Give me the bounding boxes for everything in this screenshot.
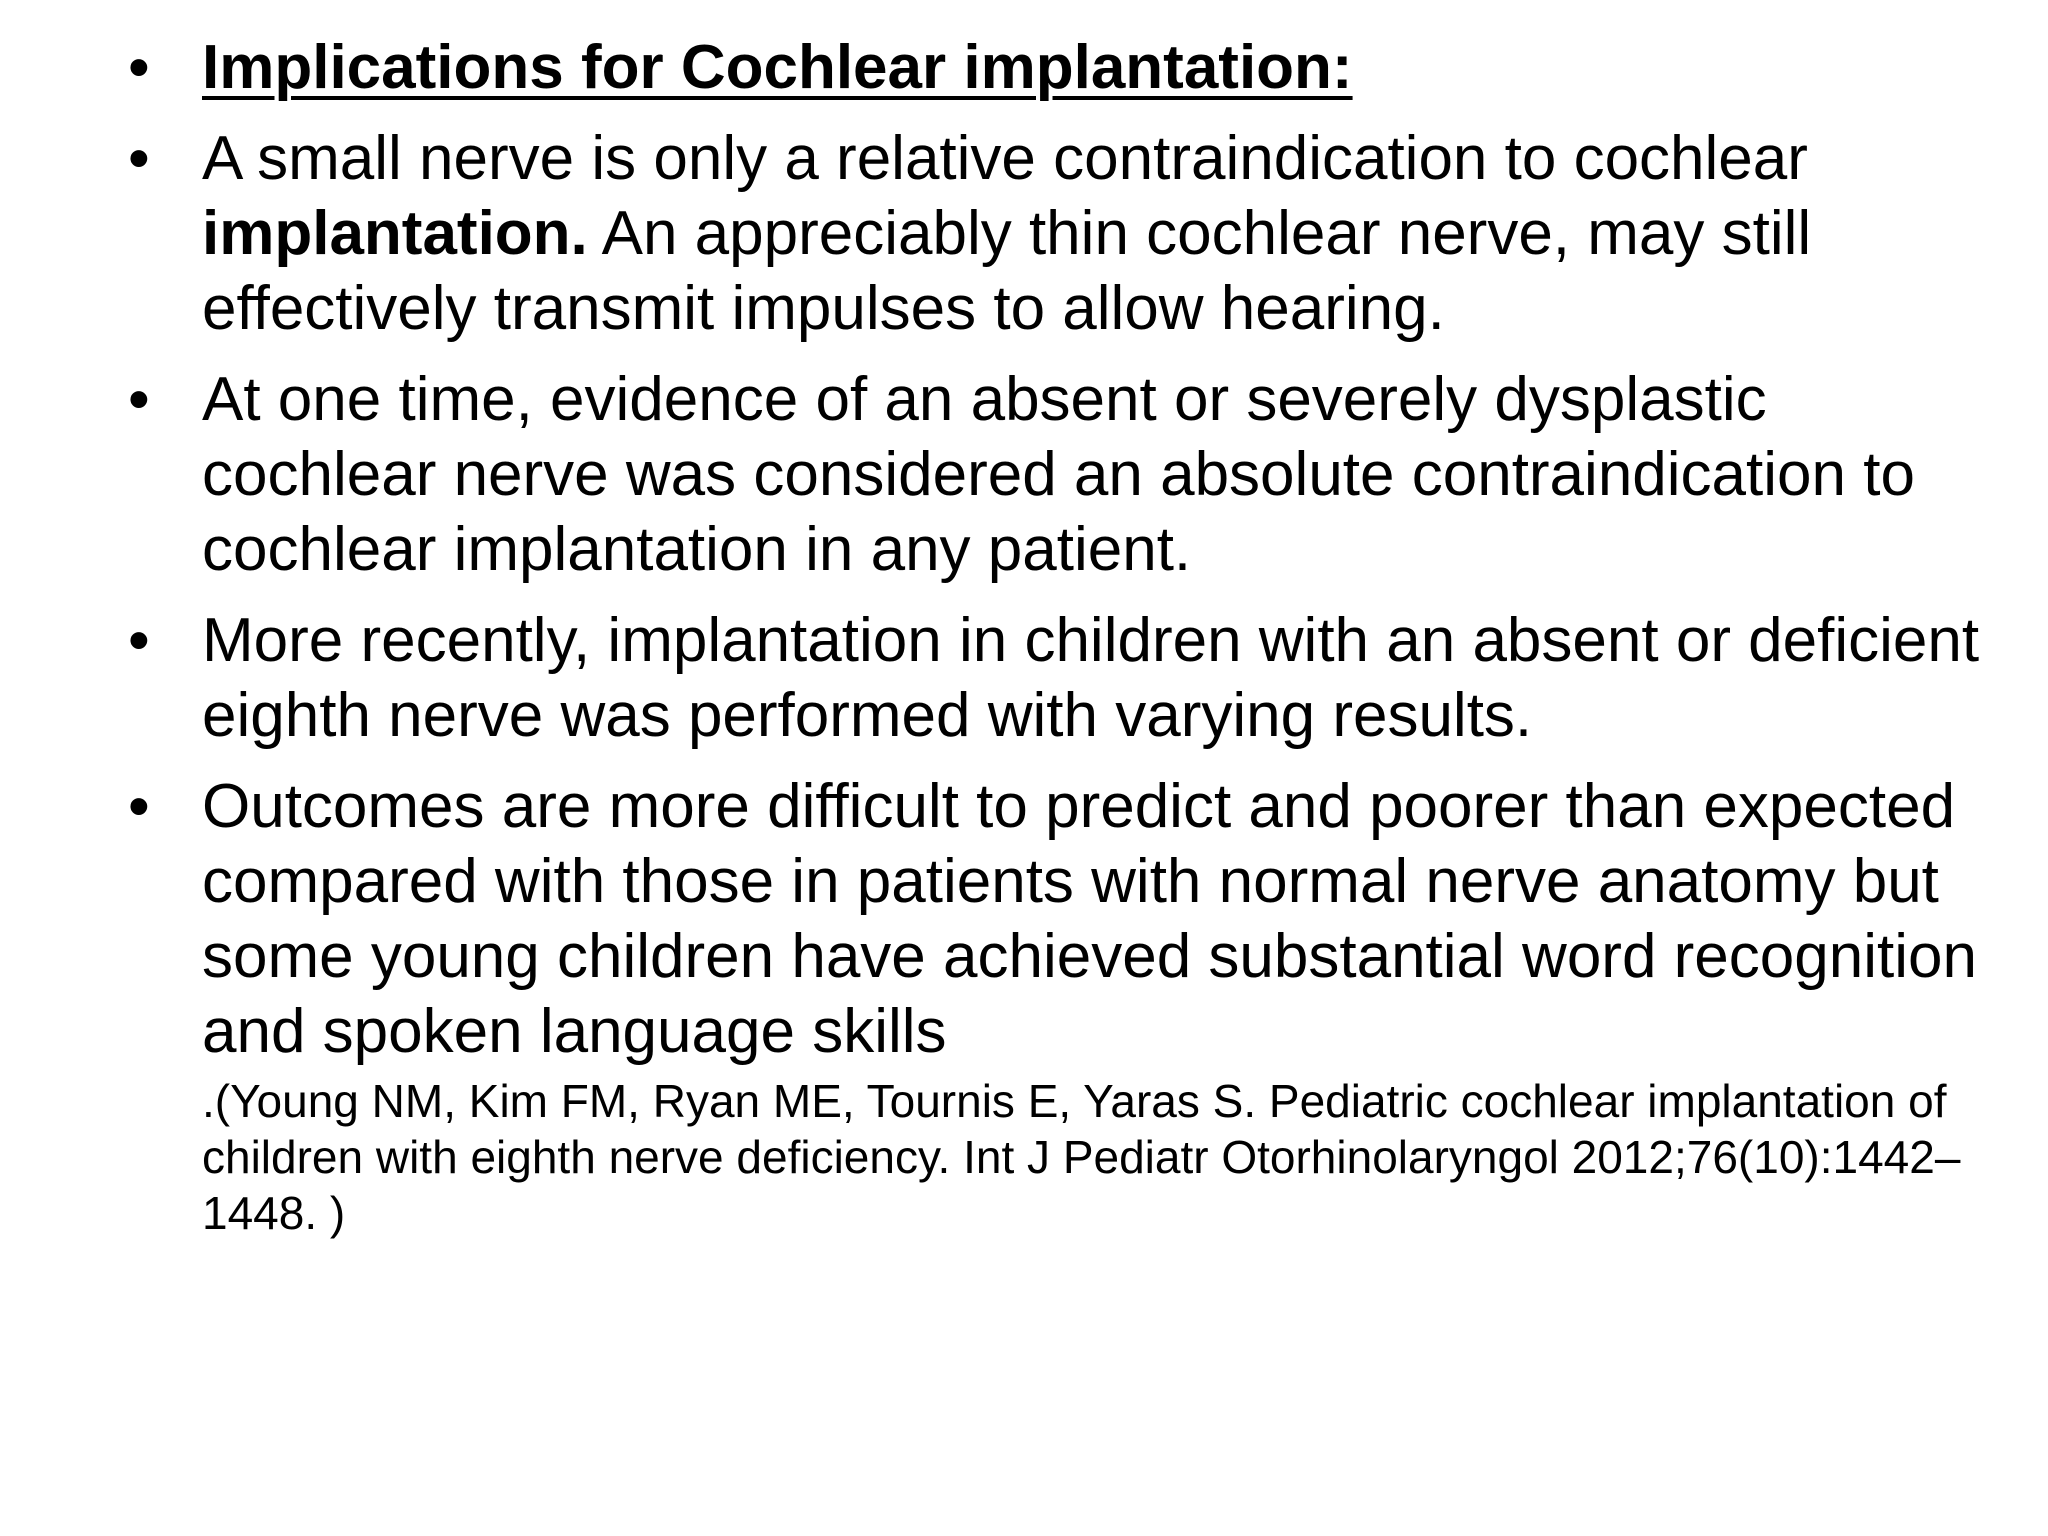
bullet-dot-icon: • bbox=[128, 365, 150, 434]
bullet-dot-icon: • bbox=[128, 606, 150, 675]
bullet-heading bbox=[118, 30, 2018, 105]
bullet-text: An appreciably thin cochlear nerve, may still effectively transmit impulses to allow hearing. bbox=[202, 199, 1812, 343]
bullet-item-absent-nerve bbox=[118, 362, 2018, 587]
bullet-dot-icon: • bbox=[128, 772, 150, 841]
bullet-bold-text: implantation. bbox=[202, 199, 588, 268]
bullet-list bbox=[118, 30, 2018, 1257]
bullet-text: A small nerve is only a relative contraindication to cochlear bbox=[202, 124, 1808, 193]
bullet-item-recent-implantation bbox=[118, 603, 2018, 753]
bullet-text: More recently, implantation in children with an absent or deficient eighth nerve was performed with varying results. bbox=[202, 606, 1980, 750]
bullet-item-small-nerve bbox=[118, 121, 2018, 346]
bullet-item-outcomes bbox=[118, 769, 2018, 1241]
bullet-text: At one time, evidence of an absent or severely dysplastic cochlear nerve was considered an absolute contraindication to cochlear implantation in any patient. bbox=[202, 365, 1915, 584]
citation: .(Young NM, Kim FM, Ryan ME, Tournis E, Yaras S. Pediatric cochlear implantation of children with eighth nerve deficiency. Int J Pediatr Otorhinolaryngol 2012;76(10):1442–1448. ) bbox=[202, 1075, 1961, 1239]
bullet-text: Outcomes are more difficult to predict and poorer than expected compared with those in patients with normal nerve anatomy but some young children have achieved substantial word recognition and spoken language skills bbox=[202, 772, 1977, 1066]
slide-heading: Implications for Cochlear implantation: bbox=[202, 33, 1353, 102]
bullet-dot-icon: • bbox=[128, 33, 150, 102]
bullet-dot-icon: • bbox=[128, 124, 150, 193]
